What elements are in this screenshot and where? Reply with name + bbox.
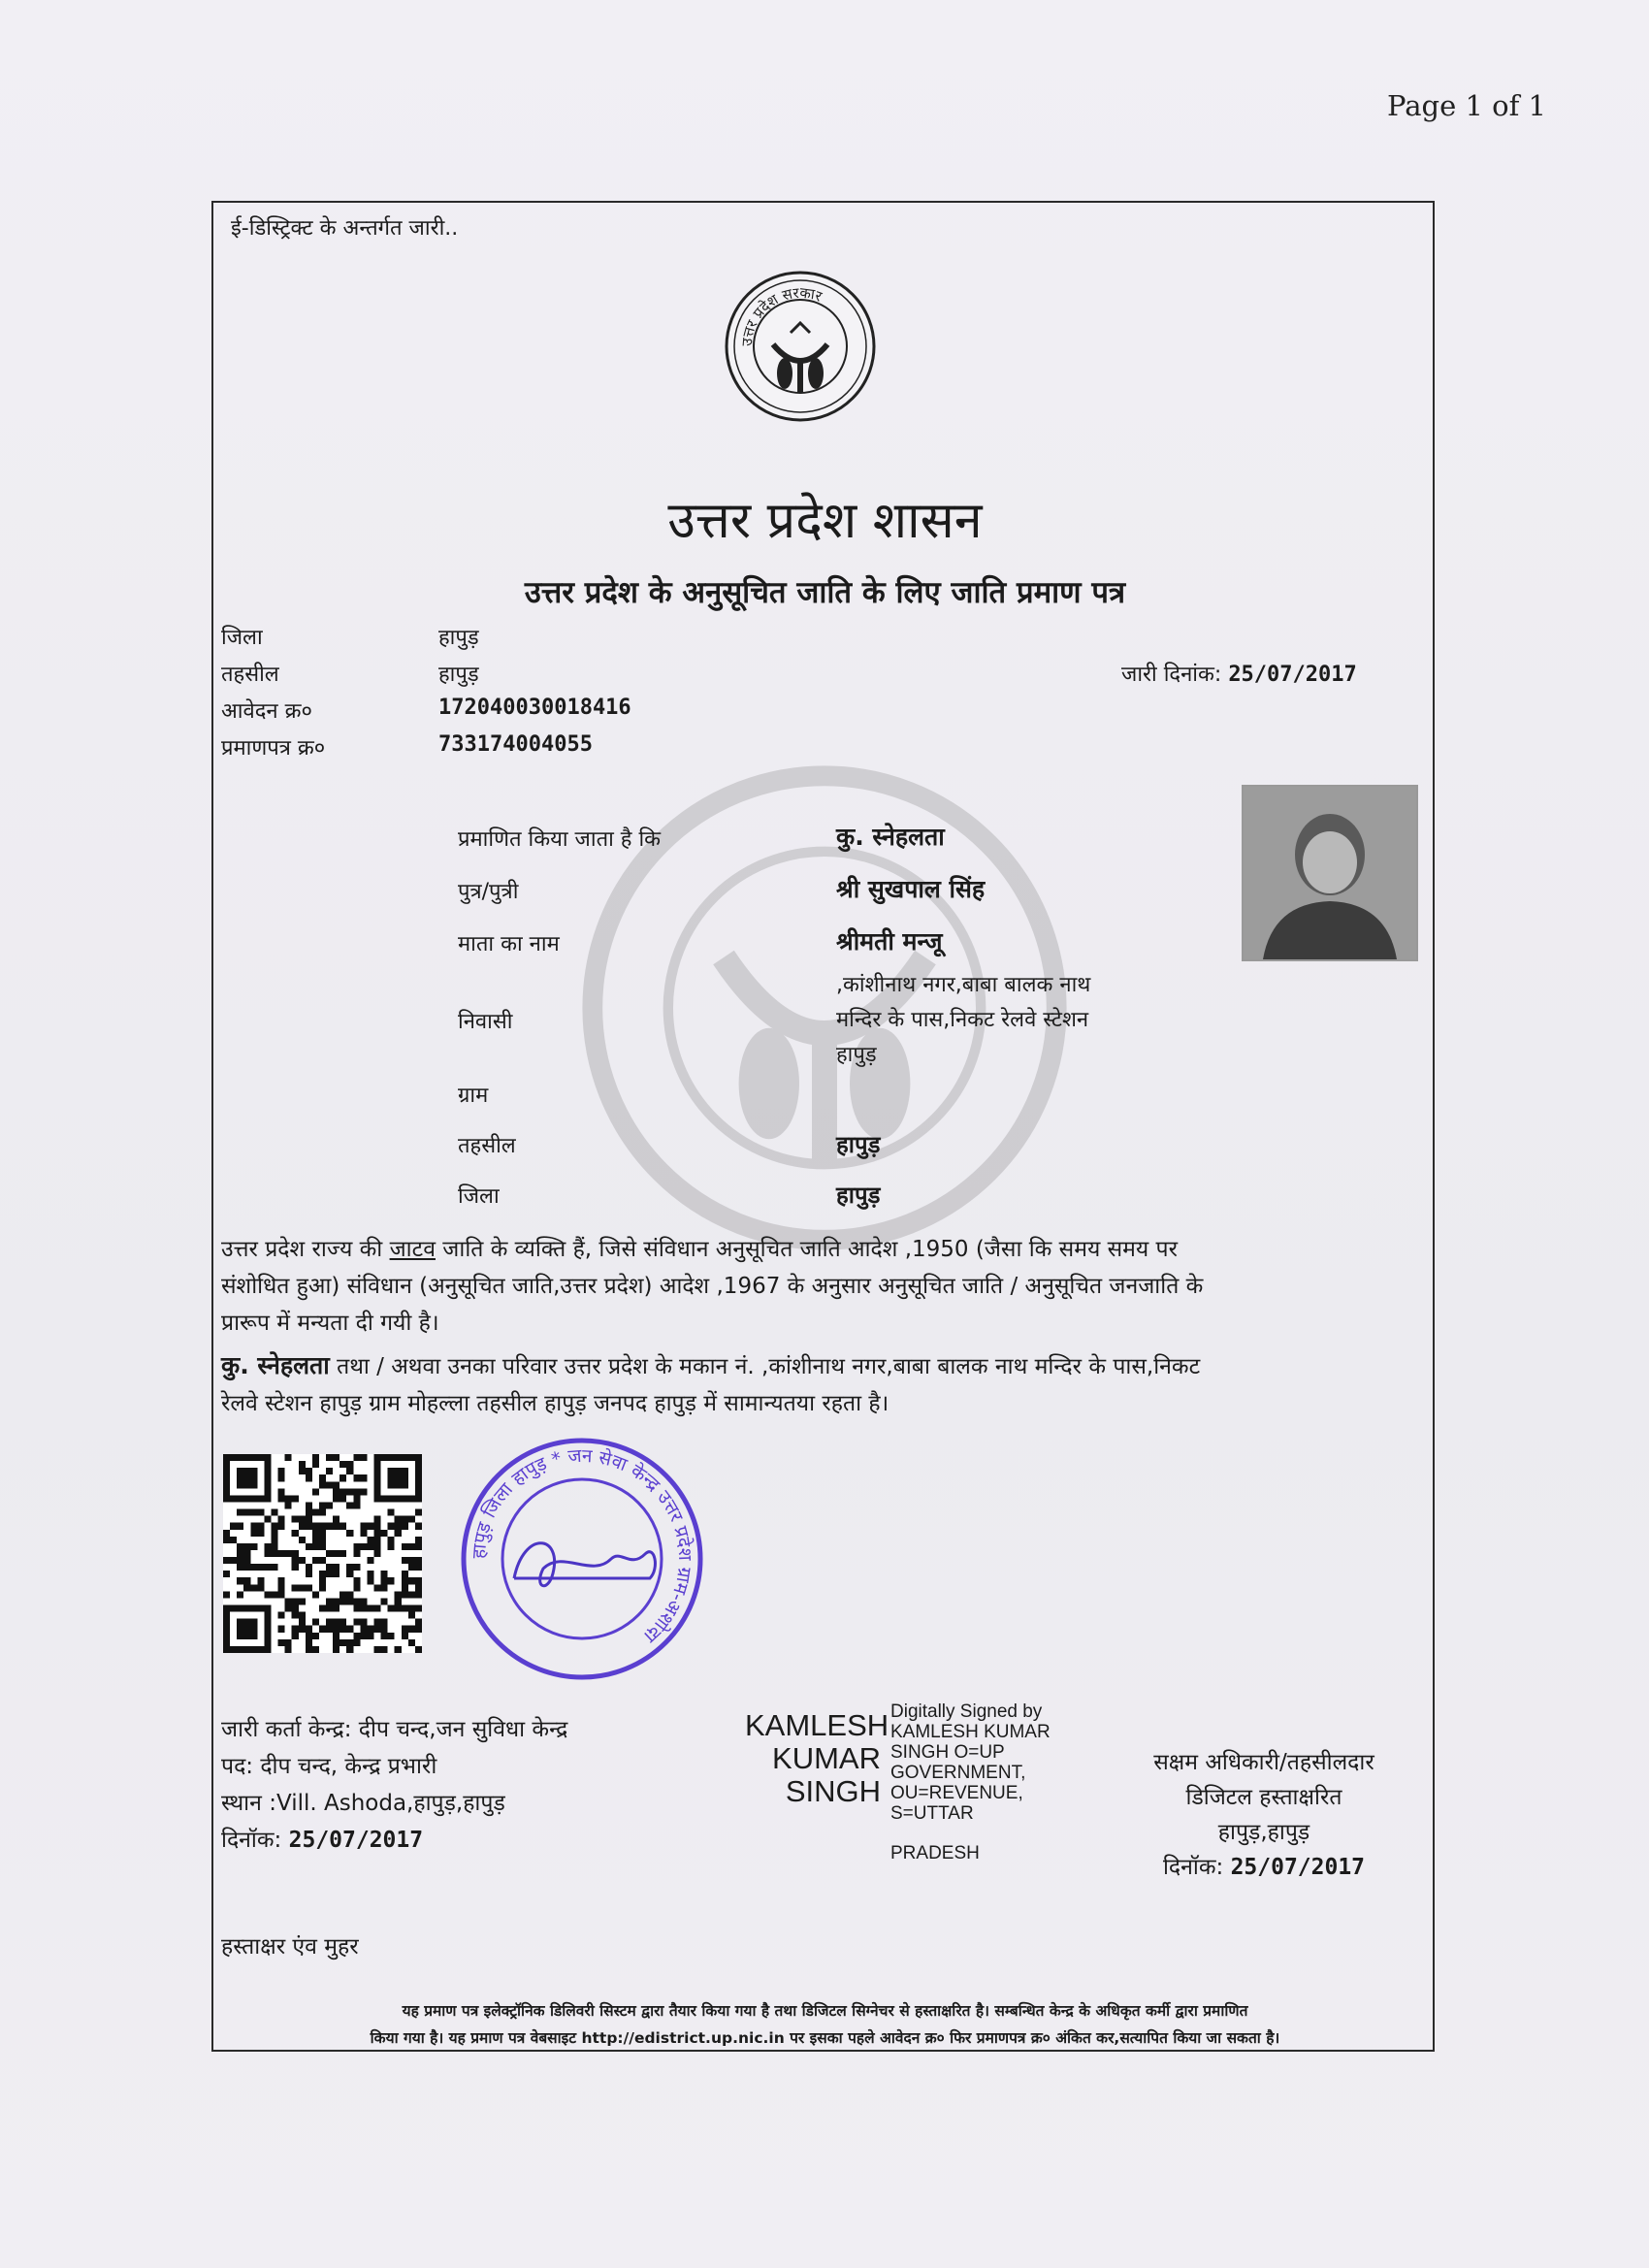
- signer-name-line-1: KAMLESH: [745, 1708, 889, 1742]
- up-government-emblem-icon: [723, 269, 878, 424]
- page-number: Page 1 of 1: [1387, 89, 1546, 122]
- district-label: जिला: [221, 626, 263, 650]
- footnote: [213, 1997, 1437, 2052]
- authority-date-value: 25/07/2017: [1230, 1855, 1366, 1880]
- authority-block: [1104, 1745, 1424, 1885]
- certificate-no-value: 733174004055: [438, 732, 593, 757]
- authority-title: सक्षम अधिकारी/तहसीलदार: [1153, 1750, 1374, 1775]
- issuer-date-value: 25/07/2017: [288, 1828, 424, 1853]
- para2-name: कु. स्नेहलता: [221, 1351, 330, 1379]
- issuer-date-label: दिनॉक:: [221, 1828, 282, 1853]
- authority-place: हापुड़,हापुड़: [1217, 1820, 1310, 1845]
- issuer-post: पद: दीप चन्द, केन्द्र प्रभारी: [221, 1754, 437, 1779]
- district-value: हापुड़: [438, 626, 479, 650]
- issuer-block: [221, 1711, 567, 1859]
- tehsil2-value: हापुड़: [836, 1131, 881, 1158]
- footnote-line-1: यह प्रमाण पत्र इलेक्ट्रॉनिक डिलिवरी सिस्टम द्वारा तैयार किया गया है तथा डिजिटल सिग्नेचर से हस्ताक्षरित है। सम्बन्धित केन्द्र के अधिकृत कर्मी द्वारा प्रमाणित: [402, 2002, 1248, 2020]
- qr-code: [223, 1454, 422, 1653]
- father-name: श्री सुखपाल सिंह: [836, 875, 986, 903]
- para2-line1: तथा / अथवा उनका परिवार उत्तर प्रदेश के मकान नं. ,कांशीनाथ नगर,बाबा बालक नाथ मन्दिर के पास,निकट: [329, 1354, 1201, 1379]
- residence-label: निवासी: [458, 1010, 513, 1034]
- digital-signature: [745, 1700, 1051, 1874]
- para1-line2: संशोधित हुआ) संविधान (अनुसूचित जाति,उत्तर प्रदेश) आदेश ,1967 के अनुसार अनुसूचित जाति / अनुसूचित जनजाति के: [221, 1274, 1204, 1299]
- issuer-center: जारी कर्ता केन्द्र: दीप चन्द,जन सुविधा केन्द्र: [221, 1717, 568, 1742]
- para2-line2: रेलवे स्टेशन हापुड़ ग्राम मोहल्ला तहसील हापुड़ जनपद हापुड़ में सामान्यतया रहता है।: [221, 1391, 889, 1416]
- authority-date: [1104, 1850, 1424, 1885]
- para1-pre: उत्तर प्रदेश राज्य की: [221, 1237, 390, 1262]
- signature-info-5: OU=REVENUE,: [890, 1783, 1023, 1803]
- issue-date: [1121, 659, 1357, 688]
- signature-info-6: S=UTTAR: [890, 1803, 974, 1824]
- detail-label-mother: माता का नाम: [458, 932, 560, 956]
- certificate-frame: [211, 201, 1435, 2052]
- applicant-name: कु. स्नेहलता: [836, 823, 945, 851]
- caste-name: जाटव: [389, 1237, 436, 1262]
- authority-date-label: दिनॉक:: [1162, 1855, 1224, 1880]
- signature-info-3: SINGH O=UP: [890, 1742, 1005, 1763]
- residence-paragraph: [221, 1347, 1409, 1422]
- residence-line-2: मन्दिर के पास,निकट रेलवे स्टेशन: [836, 1008, 1089, 1032]
- signature-info-1: Digitally Signed by: [890, 1701, 1043, 1722]
- district2-label: जिला: [458, 1184, 500, 1209]
- application-no-label: आवेदन क्र०: [221, 699, 312, 724]
- residence-line-3: हापुड़: [836, 1043, 877, 1067]
- issue-date-value: 25/07/2017: [1228, 663, 1357, 687]
- issued-under-text: ई-डिस्ट्रिक्ट के अन्तर्गत जारी..: [231, 216, 459, 241]
- authority-signed: डिजिटल हस्ताक्षरित: [1185, 1785, 1342, 1810]
- detail-label-certified: प्रमाणित किया जाता है कि: [458, 827, 662, 852]
- village-label: ग्राम: [458, 1084, 489, 1108]
- certificate-title: उत्तर प्रदेश शासन: [667, 492, 983, 550]
- signer-name-line-3: SINGH: [785, 1774, 881, 1808]
- certificate-no-label: प्रमाणपत्र क्र०: [221, 736, 326, 761]
- caste-paragraph: [221, 1231, 1409, 1342]
- para1-line1: जाति के व्यक्ति हैं, जिसे संविधान अनुसूचित जाति आदेश ,1950 (जैसा कि समय समय पर: [435, 1237, 1179, 1262]
- issue-date-label: जारी दिनांक:: [1121, 663, 1222, 687]
- application-no-value: 172040030018416: [438, 696, 631, 720]
- stamp-ring-text: हापुड़ जिला हापुड़ * जन सेवा केन्द्र उत्तर प्रदेश ग्राम-अशोदा: [468, 1444, 696, 1647]
- jan-seva-kendra-stamp: [456, 1433, 708, 1685]
- issuer-place: स्थान :Vill. Ashoda,हापुड़,हापुड़: [221, 1791, 505, 1816]
- tehsil-value: हापुड़: [438, 663, 479, 687]
- residence-line-1: ,कांशीनाथ नगर,बाबा बालक नाथ: [836, 973, 1091, 997]
- signature-info-7: PRADESH: [890, 1843, 980, 1863]
- tehsil-label: तहसील: [221, 663, 279, 687]
- applicant-photo: [1242, 785, 1418, 961]
- tehsil2-label: तहसील: [458, 1134, 516, 1158]
- emblem-ring-text: उत्तर प्रदेश सरकार: [737, 283, 824, 347]
- certificate-subtitle: उत्तर प्रदेश के अनुसूचित जाति के लिए जाति प्रमाण पत्र: [524, 575, 1126, 610]
- issuer-date: [221, 1822, 567, 1859]
- signature-info-4: GOVERNMENT,: [890, 1763, 1026, 1783]
- signature-info-2: KAMLESH KUMAR: [890, 1722, 1051, 1742]
- signature-seal-label: हस्ताक्षर एंव मुहर: [221, 1934, 359, 1960]
- footnote-line-2: किया गया है। यह प्रमाण पत्र वेबसाइट http://edistrict.up.nic.in पर इसका पहले आवेदन क्र० फिर प्रमाणपत्र क्र० अंकित कर,सत्यापित किया जा सकता है।: [370, 2029, 1280, 2047]
- signer-name-line-2: KUMAR: [772, 1741, 881, 1775]
- detail-label-child-of: पुत्र/पुत्री: [458, 880, 519, 904]
- mother-name: श्रीमती मन्जू: [836, 927, 943, 956]
- district2-value: हापुड़: [836, 1182, 881, 1209]
- para1-line3: प्रारूप में मन्यता दी गयी है।: [221, 1311, 439, 1336]
